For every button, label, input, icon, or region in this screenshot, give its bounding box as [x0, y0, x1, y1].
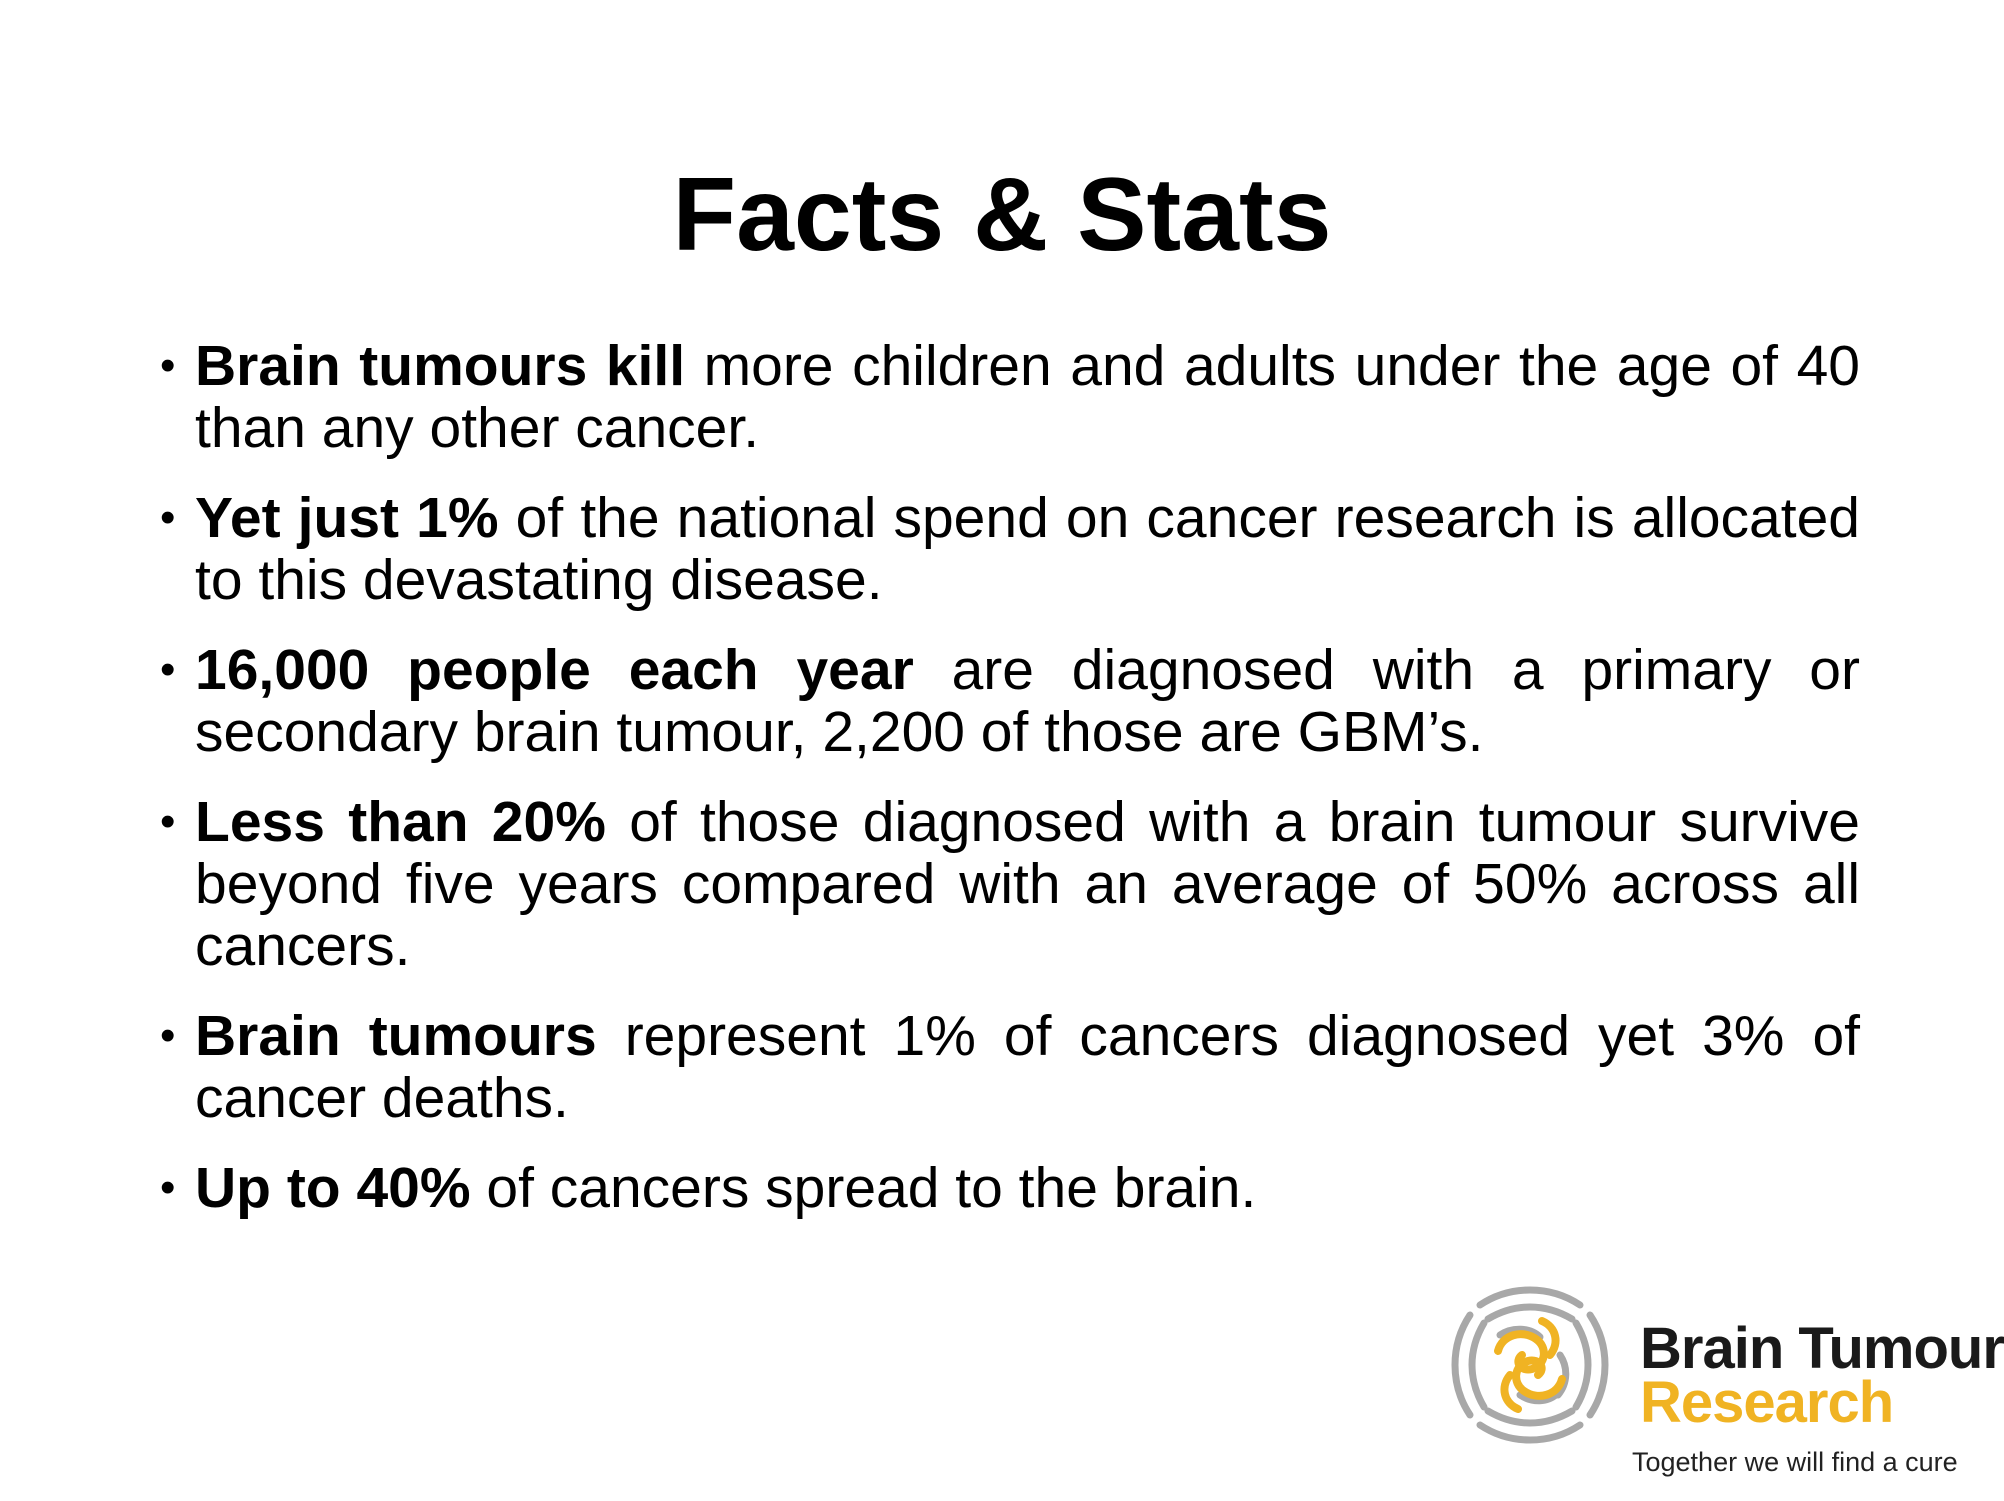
brain-swirl-icon: [1440, 1275, 1620, 1455]
bullet-dot-icon: •: [160, 1163, 176, 1212]
fact-text: more children and adults under the age of 40 than any other cancer.: [195, 334, 1860, 460]
fact-item: [160, 1005, 1860, 1129]
logo-name-line1: Brain Tumour: [1640, 1316, 2004, 1381]
fact-text: of those diagnosed with a brain tumour survive beyond five years compared with an average of 50% across all cancers.: [195, 790, 1861, 978]
fact-highlight: Yet just 1%: [195, 486, 499, 550]
fact-highlight: Brain tumours: [195, 1004, 597, 1068]
fact-highlight: Less than 20%: [195, 790, 606, 854]
brain-tumour-research-logo: [1440, 1275, 2004, 1495]
fact-text: represent 1% of cancers diagnosed yet 3% of cancer deaths.: [195, 1004, 1860, 1130]
fact-text: of the national spend on cancer research is allocated to this devastating disease.: [195, 486, 1860, 612]
fact-item: [160, 639, 1860, 763]
bullet-dot-icon: •: [160, 493, 176, 542]
fact-highlight: 16,000 people each year: [195, 638, 914, 702]
fact-highlight: Up to 40%: [195, 1156, 471, 1220]
fact-text: of cancers spread to the brain.: [470, 1156, 1257, 1220]
logo-tagline: Together we will find a cure: [1632, 1447, 1958, 1477]
fact-item: [160, 487, 1860, 611]
facts-list: [160, 335, 1860, 1247]
slide-title: Facts & Stats: [672, 157, 1332, 273]
fact-text: are diagnosed with a primary or secondary brain tumour, 2,200 of those are GBM’s.: [195, 638, 1860, 764]
fact-item: [160, 1157, 1860, 1219]
bullet-dot-icon: •: [160, 341, 176, 390]
fact-item: [160, 335, 1860, 459]
fact-highlight: Brain tumours kill: [195, 334, 686, 398]
bullet-dot-icon: •: [160, 797, 176, 846]
bullet-dot-icon: •: [160, 645, 176, 694]
logo-name-line2: Research: [1640, 1370, 1894, 1435]
fact-item: [160, 791, 1860, 977]
bullet-dot-icon: •: [160, 1011, 176, 1060]
